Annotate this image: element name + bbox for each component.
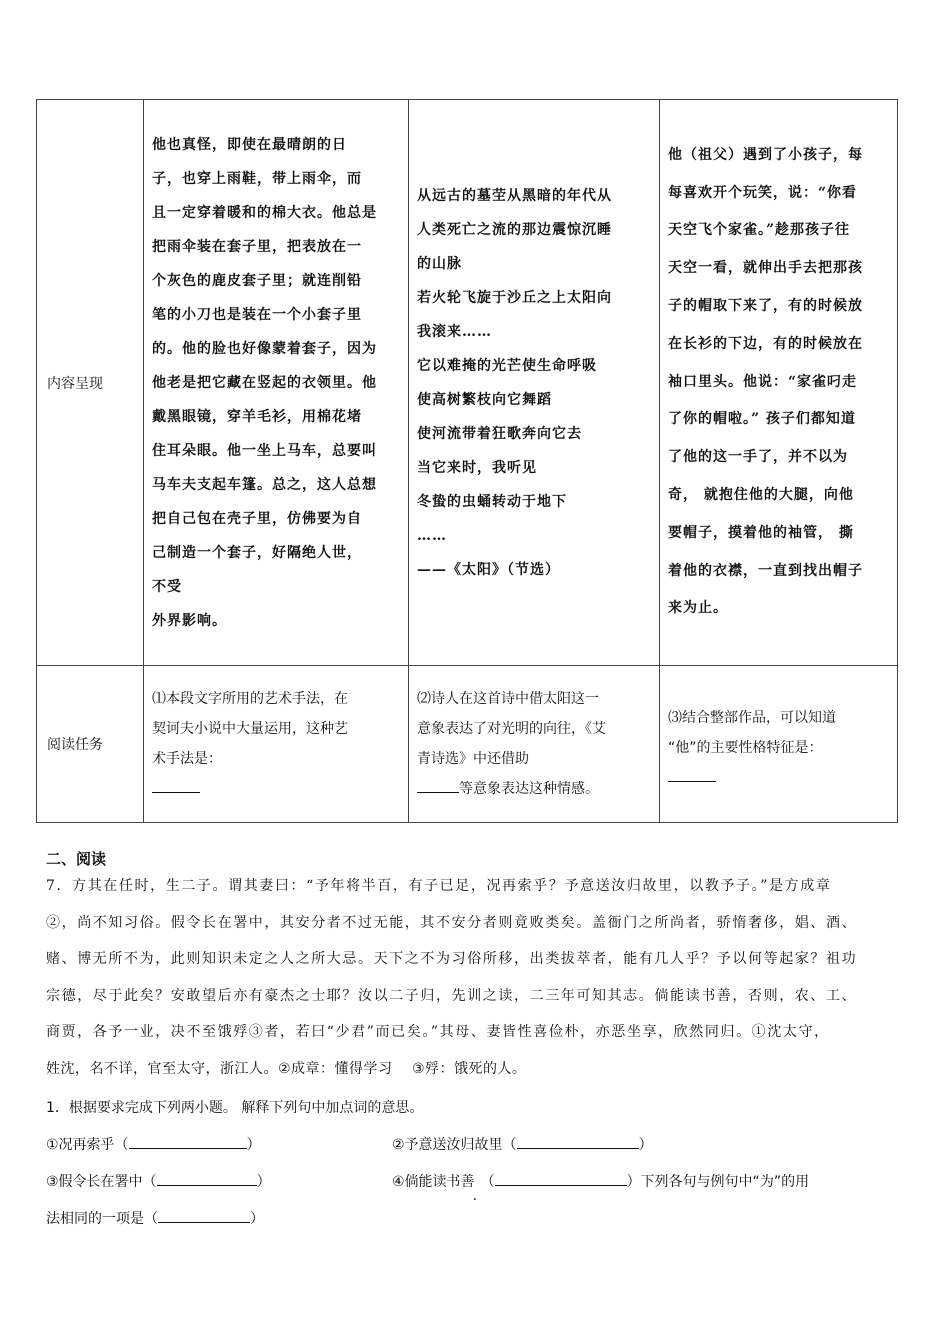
grandfather-text: 他（祖父）遇到了小孩子，每 每喜欢开个玩笑，说：“你看 天空飞个家雀。”趁那孩子往 天空一看，就伸出手去把那孩 子的帽取下来了，有的时候放 在长衫的下边，有的时候放在 袖口里头。他说：“家雀叼走 了你的帽啦。” 孩子们都知道 了他的这一手了，并不以为 奇， 就抱住他的大腿，向他 要帽子，摸着他的袖管， 撕 着他的衣襟，一直到找出帽子 来为止。 <box>668 146 863 617</box>
task-cell-2: ⑵诗人在这首诗中借太阳这一 意象表达了对光明的向往，《艾 青诗选》中还借助 等意象表达这种情感。 <box>409 666 660 823</box>
task-row <box>37 666 898 823</box>
question-item-5: 法相同的一项是（ ） <box>46 1205 264 1233</box>
row-label-task: 阅读任务 <box>37 666 144 823</box>
excerpt-cell-grandfather <box>660 100 898 666</box>
excerpt-cell-chekhov <box>144 100 409 666</box>
question-intro: 1．根据要求完成下列两小题。 解释下列句中加点词的意思。 <box>46 1100 424 1116</box>
content-row <box>37 100 898 666</box>
answer-blank-q4[interactable] <box>495 1171 627 1186</box>
row-label-content: 内容呈现 <box>37 100 144 666</box>
answer-blank-q5[interactable] <box>158 1208 250 1223</box>
question-item-2: ②予意送汝归故里（ ） <box>392 1131 653 1159</box>
answer-blank-q3[interactable] <box>157 1171 257 1186</box>
footnotes: 姓沈，名不详，官至太守，浙江人。②成章：懂得学习 ③殍：饿死的人。 <box>46 1060 527 1077</box>
task-cell-3: ⑶结合整部作品，可以知道 “他”的主要性格特征是： <box>660 666 898 823</box>
excerpt-cell-poem <box>409 100 660 666</box>
classical-passage: 7．方其在任时，生二子。谓其妻曰：“予年将半百，有子已足，况再索乎？予意送汝归故里，以教予子。”是方成章 ②，尚不知习俗。假令长在署中，其安分者不过无能，其不安分者则竟败类矣。盖衙门之所尚者，骄惰奢侈，娼、酒、 赌、博无所不为，此则知识未定之人之所大忌。天下之不为习俗所移，出类拔萃者，能有几人乎？予以何等起家？祖功 宗德，尽于此矣？安敢望后亦有豪杰之士耶？汝以二子归，先训之读，二三年可知其志。倘能读书善，否则，农、工、 商贾，各予一业，决不至饿殍③者，若曰“少君”而已矣。”其母、妻皆性喜俭朴，亦恶坐享，欣然同归。①沈太守， 姓沈，名不详，官至太守，浙江人。②成章：懂得学习 ③殍：饿死的人。 <box>46 868 908 1087</box>
answer-blank-q1[interactable] <box>129 1134 247 1149</box>
answer-blank-1[interactable] <box>152 791 200 793</box>
question-item-4: ④倘能读书善 . （ ）下列各句与例句中“为”的用 <box>392 1168 809 1196</box>
answer-blank-2[interactable] <box>417 791 459 793</box>
answer-blank-q2[interactable] <box>517 1134 639 1149</box>
poem-text: 从远古的墓茔从黑暗的年代从 人类死亡之流的那边震惊沉睡 的山脉 若火轮飞旋于沙丘之上太阳向 我滚来…… 它以难掩的光芒使生命呼吸 使高树繁枝向它舞蹈 使河流带着狂歌奔向它去 当它来时，我听见 冬蛰的虫蛹转动于地下 …… ——《太阳》（节选） <box>417 187 612 578</box>
question-item-3: ③假令长在署中（ ） <box>46 1168 271 1196</box>
question-block <box>46 1094 908 1242</box>
answer-blank-3[interactable] <box>668 780 716 782</box>
question-item-1: ①况再索乎（ ） <box>46 1131 261 1159</box>
reading-comparison-table <box>36 99 898 823</box>
excerpt-text: 他也真怪，即使在最晴朗的日 子，也穿上雨鞋，带上雨伞，而 且一定穿着暖和的棉大衣。他总是 把雨伞装在套子里，把表放在一 个灰色的鹿皮套子里；就连削铅 笔的小刀也是装在一个小套子里 的。他的脸也好像蒙着套子，因为 他老是把它藏在竖起的衣领里。他 戴黑眼镜，穿羊毛衫，用棉花堵 住耳朵眼。他一坐上马车，总要叫 马车夫支起车篷。总之，这人总想 把自己包在壳子里，仿佛要为自 己制造一个套子，好隔绝人世， 不受 外界影响。 <box>152 136 377 629</box>
section-title: 二、阅读 <box>46 850 107 868</box>
task-cell-1: ⑴本段文字所用的艺术手法，在 契诃夫小说中大量运用，这种艺 术手法是： <box>144 666 409 823</box>
emphasis-dot-char: 善 . <box>461 1174 475 1190</box>
